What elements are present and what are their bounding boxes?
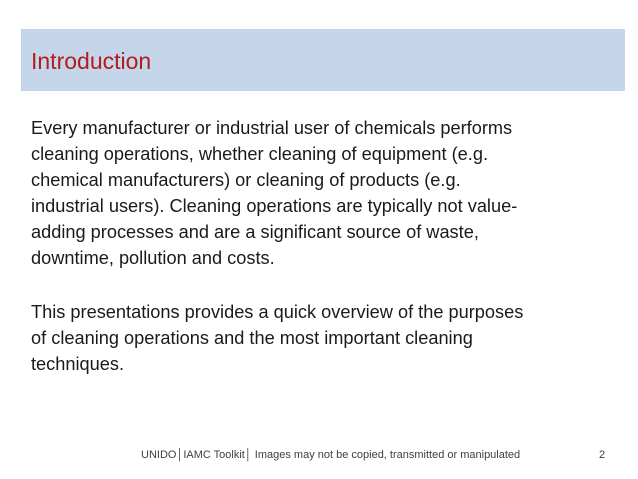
page-number: 2 (599, 449, 606, 461)
paragraph-line: techniques. (31, 354, 125, 374)
paragraph-line: cleaning operations, whether cleaning of equipment (e.g. (31, 144, 489, 164)
paragraph-line: chemical manufacturers) or cleaning of products (e.g. (31, 170, 461, 190)
paragraph-line: This presentations provides a quick overview of the purposes (31, 302, 524, 322)
footer-text: UNIDO│IAMC Toolkit│ Images may not be copied, transmitted or manipulated (141, 449, 521, 461)
paragraph-line: Every manufacturer or industrial user of chemicals performs (31, 118, 513, 138)
paragraph-line: adding processes and are a significant source of waste, (31, 222, 479, 242)
title-band (21, 29, 625, 91)
paragraph-line: downtime, pollution and costs. (31, 248, 275, 268)
paragraph-line: industrial users). Cleaning operations are typically not value- (31, 196, 518, 216)
paragraph-line: of cleaning operations and the most important cleaning (31, 328, 473, 348)
paragraph-overview (31, 299, 621, 377)
slide-title: Introduction (31, 48, 152, 74)
slide-footer (0, 447, 638, 463)
paragraph-introduction (31, 115, 621, 271)
